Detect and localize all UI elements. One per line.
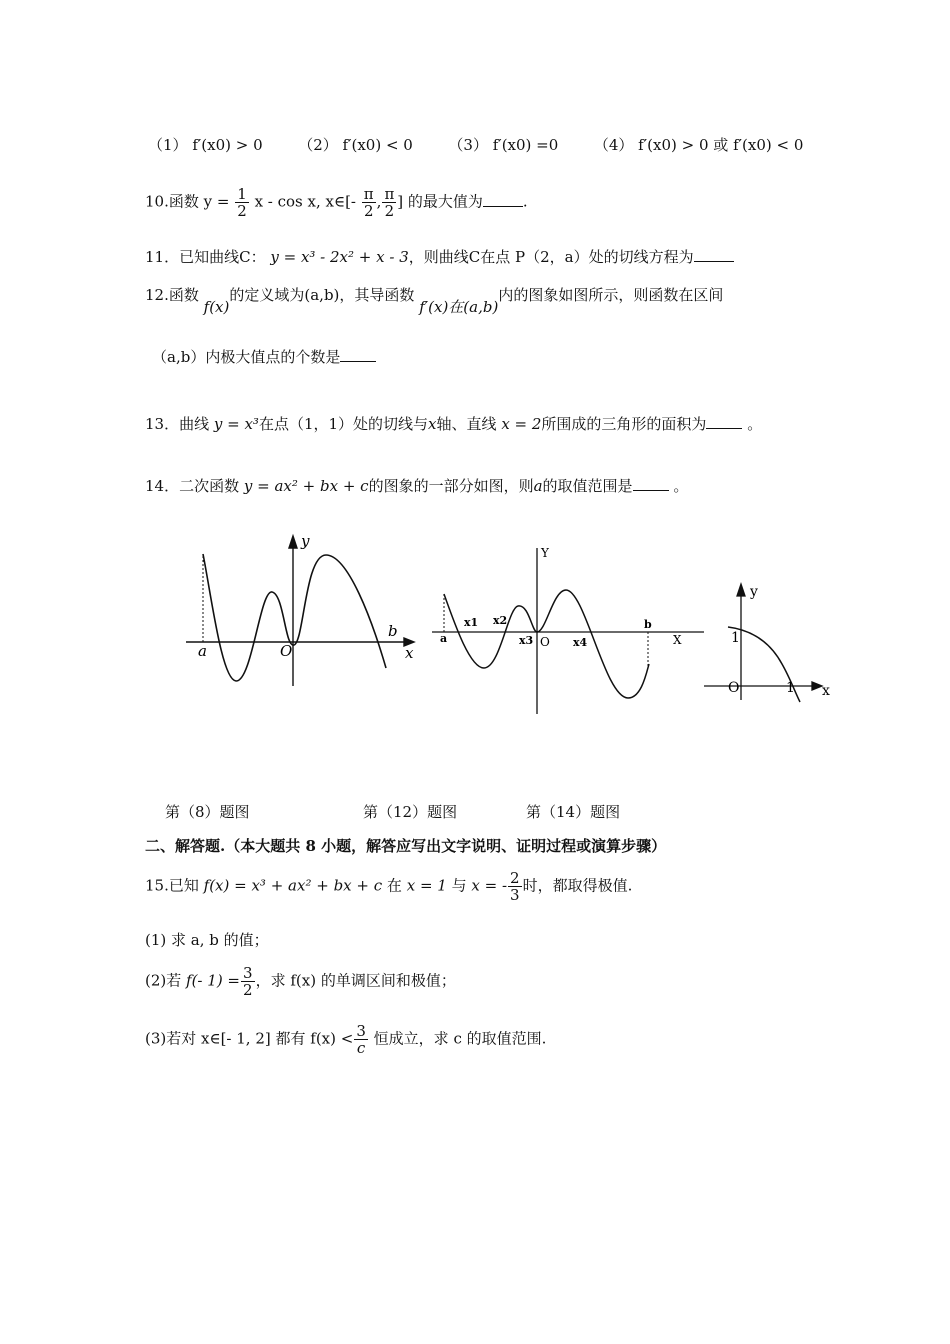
fig12-label-b: b (644, 618, 652, 631)
q13-curve: y = x³ (213, 415, 259, 433)
question-15-part-1: (1) 求 a, b 的值； (145, 931, 269, 949)
q15-x1: x = 1 (406, 876, 447, 895)
q13-text-a: 曲线 (179, 415, 210, 433)
q15-text-a: 已知 (168, 876, 199, 895)
q15-number: 15. (145, 876, 169, 895)
fig14-label-y: y (750, 584, 758, 600)
fig14-label-1x: 1 (786, 680, 795, 696)
q15-x2: x = - (471, 876, 508, 895)
q13-text-c: 轴、直线 (436, 415, 497, 433)
figures-area (0, 520, 950, 780)
question-15: 15.已知 f(x) = x³ + ax² + bx + c 在 x = 1 与 x = - $\frac{2}{3}$ 时，都取得极值. (145, 869, 633, 904)
fig12-label-x1: x1 (464, 616, 479, 629)
fig14-label-x: x (822, 683, 830, 699)
q12-text-b: 的定义域为(a,b)，其导函数 (229, 286, 415, 304)
figure-12 (432, 548, 704, 714)
q11-number: 11． (145, 248, 180, 266)
q14-answer-blank[interactable] (633, 490, 669, 491)
fig8-label-y: y (301, 532, 310, 550)
q11-text-b: ，则曲线C在点 P（2，a）处的切线方程为 (408, 248, 694, 266)
fig8-label-a: a (198, 642, 207, 660)
q15-fraction-three-over-c: $\frac{3}{c}$ (356, 1022, 366, 1057)
question-12-line-2 (152, 346, 376, 367)
q12-line2: （a,b）内极大值点的个数是 (152, 348, 341, 366)
question-13: 13．曲线 y = x³在点（1，1）处的切线与x轴、直线 x = 2所围成的三角形的面积为 。 (145, 415, 763, 433)
q10-mid: x - cos x, x∈[- (254, 192, 357, 211)
q10-post: ] 的最大值为 (397, 192, 483, 211)
question-15-part-3: (3)若对 x∈[- 1, 2] 都有 f(x) < $\frac{3}{c}$ 恒成立，求 c 的取值范围. (145, 1022, 547, 1057)
q13-number: 13． (145, 415, 180, 433)
q9-option-1-expr: f′(x0) > 0 (192, 136, 263, 154)
q14-number: 14． (145, 477, 180, 495)
q12-fpx: f′(x)在(a,b) (419, 298, 499, 316)
q9-option-2-expr: f′(x0) < 0 (342, 136, 413, 154)
caption-fig14: 第（14）题图 (526, 803, 621, 821)
q13-text-d: 所围成的三角形的面积为 (541, 415, 707, 433)
question-10: 10.函数 y = $\frac{1}{2}$ x - cos x, x∈[- $\frac{\pi}{2}$ , $\frac{\pi}{2}$ ] 的最大值为 . (145, 185, 528, 220)
q11-answer-blank[interactable] (694, 261, 734, 262)
section-2-title: 二、解答题.（本大题共 8 小题，解答应写出文字说明、证明过程或演算步骤） (145, 837, 667, 855)
q13-line: x = 2 (501, 415, 542, 433)
q15-p2-expr: f(- 1) = (186, 971, 241, 990)
q12-fx: f(x) (203, 298, 230, 316)
fig8-curve (203, 554, 386, 681)
q12-number: 12. (145, 286, 169, 304)
fig12-label-o: O (540, 635, 550, 649)
q11-formula: y = x³ - 2x² + x - 3 (270, 248, 409, 266)
q9-option-4-expr-b: f′(x0) < 0 (733, 136, 804, 154)
q12-answer-blank[interactable] (340, 361, 376, 362)
q12-text-a: 函数 (168, 286, 199, 304)
q10-answer-blank[interactable] (483, 206, 523, 207)
caption-fig8: 第（8）题图 (165, 803, 250, 821)
fig12-label-x4: x4 (573, 636, 588, 649)
q9-option-2-label: （2） (298, 136, 338, 154)
q14-text-c: 的取值范围是 (542, 477, 633, 495)
q11-text-a: 已知曲线C： (179, 248, 266, 266)
q15-fraction-two-thirds: $\frac{2}{3}$ (510, 869, 520, 904)
fig14-x-arrow (812, 682, 822, 690)
fig8-label-o: O (280, 642, 293, 660)
q9-option-3-label: （3） (448, 136, 488, 154)
fig12-label-x: X (673, 633, 682, 647)
q9-option-4-or: 或 (713, 136, 729, 154)
q10-fraction-pi-b: $\frac{\pi}{2}$ (384, 185, 395, 220)
question-14: 14．二次函数 y = ax² + bx + c的图象的一部分如图，则a的取值范围是 。 (145, 477, 689, 495)
q10-fraction-pi-a: $\frac{\pi}{2}$ (363, 185, 374, 220)
q10-fraction-half: $\frac{1}{2}$ (237, 185, 247, 220)
q12-text-c: 内的图象如图所示，则函数在区间 (498, 286, 724, 304)
q9-option-1-label: （1） (148, 136, 188, 154)
q14-text-a: 二次函数 (179, 477, 240, 495)
q9-options (148, 134, 803, 155)
fig12-label-a: a (440, 632, 448, 645)
fig8-y-arrow (289, 536, 297, 548)
q13-text-b: 在点（1，1）处的切线与 (258, 415, 429, 433)
figure-14 (704, 584, 822, 702)
fig14-y-arrow (737, 584, 745, 596)
question-12 (145, 284, 724, 316)
q15-formula: f(x) = x³ + ax² + bx + c (203, 876, 383, 895)
fig14-label-1y: 1 (731, 630, 740, 646)
q10-pre: 函数 y = (168, 192, 230, 211)
q9-option-4-label: （4） (593, 136, 634, 154)
q9-option-3-expr: f′(x0) =0 (492, 136, 559, 154)
fig8-label-b: b (388, 622, 398, 640)
fig12-label-x3: x3 (519, 634, 534, 647)
question-11 (145, 246, 734, 267)
q9-option-4-expr-a: f′(x0) > 0 (638, 136, 709, 154)
fig8-label-x: x (405, 644, 414, 662)
q15-fraction-three-halves: $\frac{3}{2}$ (243, 964, 253, 999)
caption-fig12: 第（12）题图 (363, 803, 458, 821)
fig12-label-x2: x2 (493, 614, 508, 627)
figure-8 (186, 536, 414, 686)
question-15-part-2: (2)若 f(- 1) = $\frac{3}{2}$ ，求 f(x) 的单调区间和极值； (145, 964, 456, 999)
q14-text-b: 的图象的一部分如图，则 (368, 477, 534, 495)
fig12-label-y: Y (541, 546, 549, 560)
q14-formula: y = ax² + bx + c (243, 477, 369, 495)
fig14-label-o: O (728, 680, 740, 696)
q10-number: 10. (145, 192, 169, 211)
q13-answer-blank[interactable] (706, 428, 742, 429)
